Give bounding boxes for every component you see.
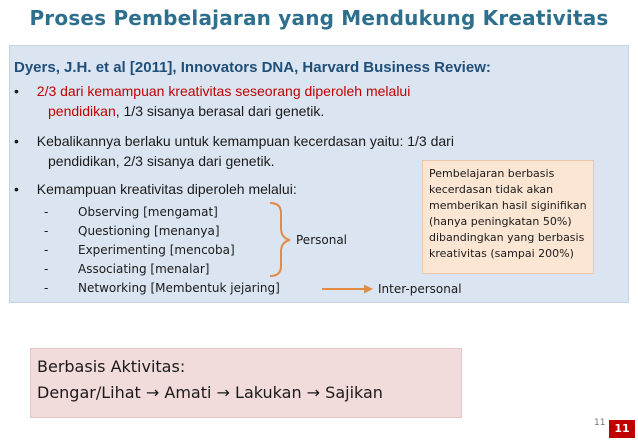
sub-item-dash: - <box>44 262 49 276</box>
reference-line: Dyers, J.H. et al [2011], Innovators DNA, Harvard Business Review: <box>14 59 491 76</box>
sub-item-observing: Observing [mengamat] <box>78 205 218 219</box>
sub-item-experimenting: Experimenting [mencoba] <box>78 243 235 257</box>
sub-item-associating: Associating [menalar] <box>78 262 210 276</box>
personal-brace <box>270 203 290 276</box>
bullet-2-line2: pendidikan, 2/3 sisanya dari genetik. <box>48 153 275 169</box>
bullet-symbol: • <box>14 181 19 197</box>
slide-number-badge: 11 <box>609 420 635 438</box>
bullet-symbol: • <box>14 83 19 99</box>
personal-label: Personal <box>296 233 348 247</box>
sub-item-questioning: Questioning [menanya] <box>78 224 220 238</box>
interpersonal-label: Inter-personal <box>378 282 462 296</box>
sub-item-dash: - <box>44 205 49 219</box>
bullet-2-line1: Kebalikannya berlaku untuk kemampuan kecerdasan yaitu: 1/3 dari <box>36 133 454 149</box>
slide-number-small: 11 <box>594 418 606 428</box>
sub-item-dash: - <box>44 243 49 257</box>
bullet-3-line1: Kemampuan kreativitas diperoleh melalui: <box>36 181 297 197</box>
note-box: Pembelajaran berbasis kecerdasan tidak akan memberikan hasil siginifikan (hanya peningkatan 50%) dibandingkan yang berbasis kreativitas (sampai 200%) <box>422 160 594 274</box>
interpersonal-arrow-head <box>364 285 373 294</box>
bullet-1-rest: , 1/3 sisanya berasal dari genetik. <box>115 103 325 119</box>
bullet-symbol: • <box>14 133 19 149</box>
sub-item-dash: - <box>44 224 49 238</box>
activity-steps: Dengar/Lihat → Amati → Lakukan → Sajikan <box>37 383 383 402</box>
activity-box <box>30 348 462 418</box>
activity-box-title: Berbasis Aktivitas: <box>37 357 186 376</box>
bullet-1-red-word: pendidikan <box>48 103 116 119</box>
bullet-1-line1: 2/3 dari kemampuan kreativitas seseorang diperoleh melalui <box>36 83 411 99</box>
sub-item-networking: Networking [Membentuk jejaring] <box>78 281 280 295</box>
sub-item-dash: - <box>44 281 49 295</box>
slide-title: Proses Pembelajaran yang Mendukung Kreativitas <box>29 6 609 30</box>
